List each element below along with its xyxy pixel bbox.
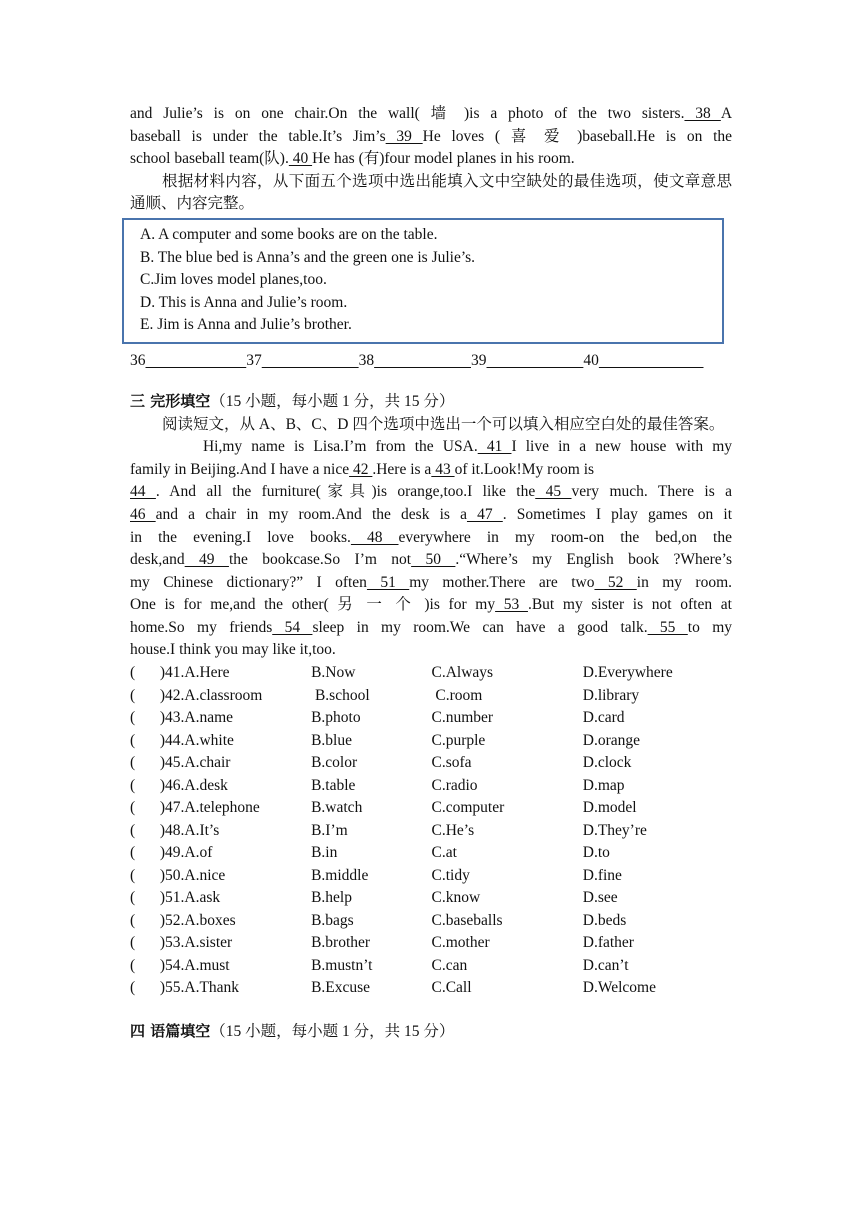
cloze-line: my Chinese dictionary?” I often 51 my mother.There are two 52 in my room. [130,573,733,591]
cloze-line: 46 and a chair in my room.And the desk is a 47 . Sometimes I play games on it [130,505,733,523]
section-4-heading: 四 语篇填空（15 小题，每小题 1 分，共 15 分） [130,1021,455,1040]
question-row: ( )44.A.white B.blue C.purple D.orange [130,730,732,753]
question-row: ( )52.A.boxes B.bags C.baseballs D.beds [130,910,732,933]
cloze-line: desk,and 49 the bookcase.So I’m not 50 .“Where’s my English book ?Where’s [130,551,732,569]
option-a: A. A computer and some books are on the table. [140,225,438,243]
instruction-1: 根据材料内容，从下面五个选项中选出能填入文中空缺处的最佳选项，使文章意思通顺、内容完整。 [130,172,732,213]
question-row: ( )53.A.sister B.brother C.mother D.father [130,932,732,955]
question-row: ( )43.A.name B.photo C.number D.card [130,707,732,730]
answer-blank[interactable] [262,352,359,369]
answer-paren[interactable]: ( [130,889,136,907]
cloze-line: family in Beijing.And I have a nice 42 .Here is a 43 of it.Look!My room is [130,460,595,478]
question-row: ( )55.A.Thank B.Excuse C.Call D.Welcome [130,977,732,1000]
answer-paren[interactable]: ( [130,776,136,794]
cloze-line: in the evening.I love books. 48 everywhere in my room-on the bed,on the [130,528,732,546]
question-list [130,662,732,1000]
answer-paren[interactable]: ( [130,934,136,952]
question-row: ( )46.A.desk B.table C.radio D.map [130,775,732,798]
question-row: ( )51.A.ask B.help C.know D.see [130,887,732,910]
answer-paren[interactable]: ( [130,731,136,749]
document-page [130,103,732,1043]
answer-blank[interactable] [374,352,471,369]
section-3-instruction: 阅读短文，从 A、B、C、D 四个选项中选出一个可以填入相应空白处的最佳答案。 [162,415,725,433]
answer-paren[interactable]: ( [130,709,136,727]
cloze-line: house.I think you may like it,too. [130,641,336,659]
answer-paren[interactable]: ( [130,821,136,839]
passage-1 [130,103,732,171]
cloze-line: One is for me,and the other( 另 一 个 )is for my 53 .But my sister is not often at [130,596,732,614]
passage-1-line-2: baseball is under the table.It’s Jim’s 39 He loves ( 喜 爱 )baseball.He is on the [130,127,733,145]
passage-1-line-1: and Julie’s is on one chair.On the wall( 墙 )is a photo of the two sisters. 38 A [130,105,733,122]
answer-paren[interactable]: ( [130,799,136,817]
question-row: ( )41.A.Here B.Now C.Always D.Everywhere [130,662,732,685]
question-row: ( )42.A.classroom B.school C.room D.library [130,685,732,708]
option-e: E. Jim is Anna and Julie’s brother. [140,316,352,334]
answer-blank[interactable] [146,352,247,369]
question-row: ( )45.A.chair B.color C.sofa D.clock [130,752,732,775]
answer-blank[interactable] [487,352,584,369]
question-row: ( )48.A.It’s B.I’m C.He’s D.They’re [130,820,732,843]
option-c: C.Jim loves model planes,too. [140,271,327,289]
cloze-passage [130,436,732,662]
answer-paren[interactable]: ( [130,844,136,862]
question-row: ( )47.A.telephone B.watch C.computer D.model [130,797,732,820]
cloze-line: 44 . And all the furniture(家具)is orange,too.I like the 45 very much. There is a [130,483,732,501]
answer-blanks: 36 37 38 39 40 [130,350,732,372]
passage-1-line-3: school baseball team(队). 40 He has (有)four model planes in his room. [130,150,575,168]
options-box [122,218,724,344]
option-d: D. This is Anna and Julie’s room. [140,293,348,311]
cloze-line: Hi,my name is Lisa.I’m from the USA. 41 I live in a new house with my [202,438,732,456]
section-3-heading: 三 完形填空（15 小题，每小题 1 分，共 15 分） [130,391,455,410]
question-row: ( )50.A.nice B.middle C.tidy D.fine [130,865,732,888]
answer-paren[interactable]: ( [130,664,136,682]
answer-paren[interactable]: ( [130,956,136,974]
option-b: B. The blue bed is Anna’s and the green one is Julie’s. [140,248,476,266]
question-row: ( )49.A.of B.in C.at D.to [130,842,732,865]
answer-blank[interactable] [599,352,704,369]
answer-paren[interactable]: ( [130,911,136,929]
question-row: ( )54.A.must B.mustn’t C.can D.can’t [130,955,732,978]
answer-paren[interactable]: ( [130,686,136,704]
answer-paren[interactable]: ( [130,866,136,884]
answer-paren[interactable]: ( [130,754,136,772]
answer-paren[interactable]: ( [130,979,136,997]
cloze-line: home.So my friends 54 sleep in my room.We can have a good talk. 55 to my [130,618,732,636]
